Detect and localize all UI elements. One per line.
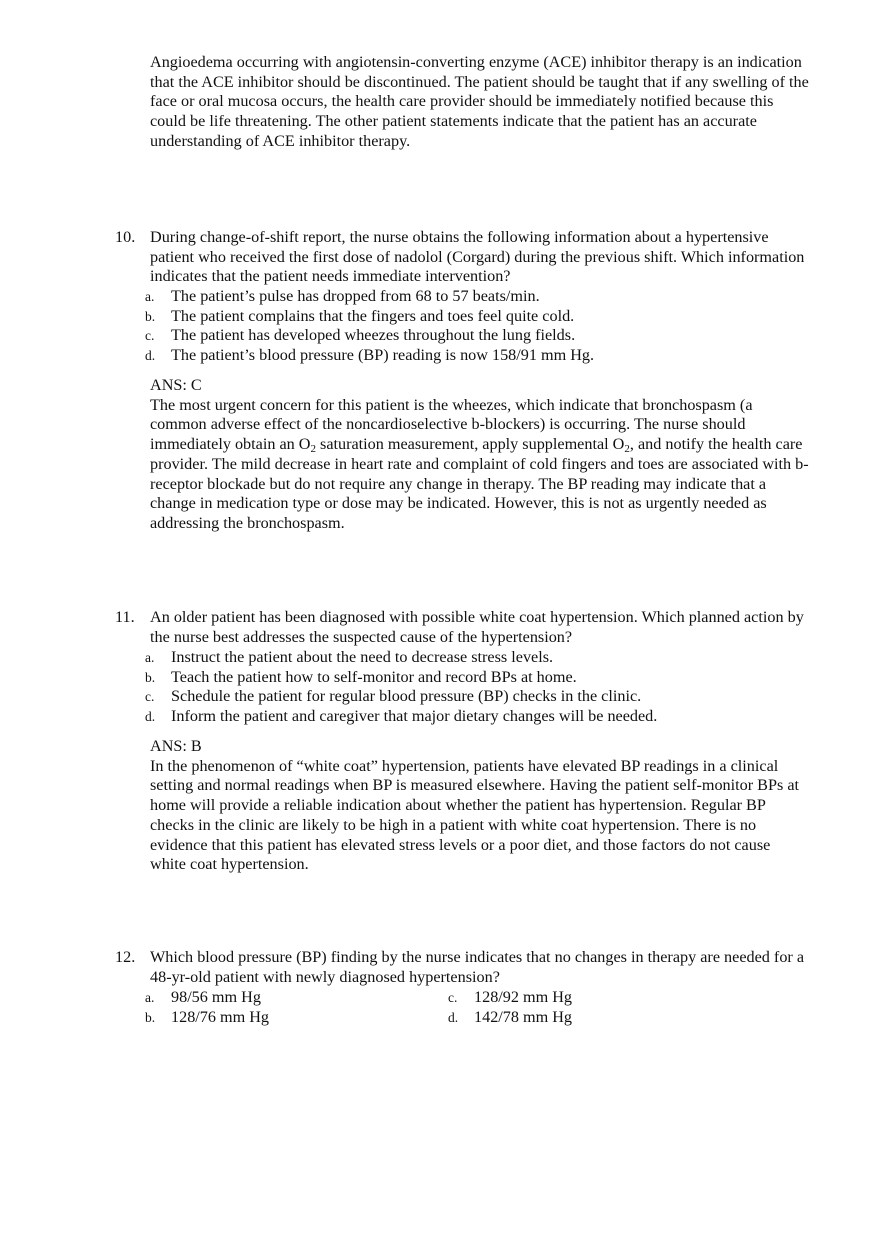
question-10-stem: During change-of-shift report, the nurse obtains the following information about a hypertensive patient who received the first dose of nadolol (Corgard) during the previous shift. Which information indicates that the patient needs immediate intervention? xyxy=(150,228,805,286)
question-11-stem: An older patient has been diagnosed with possible white coat hypertension. Which planned action by the nurse best addresses the suspected cause of the hypertension? xyxy=(150,608,804,646)
question-10-option-c xyxy=(145,326,825,346)
question-11-option-a xyxy=(145,648,825,668)
intro-rationale: Angioedema occurring with angiotensin-converting enzyme (ACE) inhibitor therapy is an indication that the ACE inhibitor should be discontinued. The patient should be taught that if any swelling of the face or oral mucosa occurs, the health care provider should be immediately notified because this could be life threatening. The other patient statements indicate that the patient has an accurate understanding of ACE inhibitor therapy. xyxy=(150,53,809,150)
question-12-option-c xyxy=(448,988,572,1008)
question-10-option-d xyxy=(145,346,825,366)
question-11-answer-block xyxy=(150,737,810,875)
question-11-option-b xyxy=(145,668,825,688)
question-10-option-b xyxy=(145,307,825,327)
option-text: 98/56 mm Hg xyxy=(171,988,261,1006)
question-10 xyxy=(115,228,810,287)
option-letter: c. xyxy=(145,328,155,344)
option-letter: d. xyxy=(145,348,156,364)
question-11 xyxy=(115,608,810,647)
question-11-rationale: In the phenomenon of “white coat” hypertension, patients have elevated BP readings in a clinical setting and normal readings when BP is measured elsewhere. Having the patient self-monitor BPs at home will provide a reliable indication about whether the patient has hypertension. Regular BP checks in the clinic are likely to be high in a patient with white coat hypertension. There is no evidence that this patient has elevated stress levels or a poor diet, and those factors do not cause white coat hypertension. xyxy=(150,756,800,874)
question-12-option-b xyxy=(145,1008,269,1028)
option-letter: b. xyxy=(145,308,156,324)
option-letter: b. xyxy=(145,669,156,685)
question-11-number: 11. xyxy=(115,608,135,626)
intro-rationale-block xyxy=(150,53,810,152)
option-text: Inform the patient and caregiver that major dietary changes will be needed. xyxy=(171,707,658,726)
option-letter: a. xyxy=(145,289,155,304)
question-11-option-c xyxy=(145,687,825,707)
option-letter: a. xyxy=(145,990,155,1005)
option-letter: d. xyxy=(145,709,156,725)
question-12-option-d xyxy=(448,1008,572,1028)
option-text: 142/78 mm Hg xyxy=(474,1007,573,1026)
question-11-answer: ANS: B xyxy=(150,737,202,755)
option-letter: a. xyxy=(145,650,155,665)
option-text: The patient complains that the fingers and toes feel quite cold. xyxy=(171,306,575,325)
option-text: The patient’s blood pressure (BP) reading is now 158/91 mm Hg. xyxy=(171,346,595,365)
question-12-number: 12. xyxy=(115,948,136,966)
option-text: Instruct the patient about the need to decrease stress levels. xyxy=(171,648,554,666)
question-11-options xyxy=(145,648,825,727)
question-10-rationale: The most urgent concern for this patient is the wheezes, which indicate that bronchospasm (a common adverse effect of the noncardioselective b-blockers) is occurring. The nurse should immediately obtain an $O_2$ saturation measurement, apply supplemental $O_2$, and notify the health care provider. The mild decrease in heart rate and complaint of cold fingers and toes are associated with b-receptor blockade but do not require any change in therapy. The BP reading may indicate that a change in medication type or dose may be indicated. However, this is not as urgently needed as addressing the bronchospasm. xyxy=(150,395,809,532)
option-text: The patient’s pulse has dropped from 68 to 57 beats/min. xyxy=(171,287,540,305)
option-text: Schedule the patient for regular blood pressure (BP) checks in the clinic. xyxy=(171,687,642,706)
question-12-stem: Which blood pressure (BP) finding by the nurse indicates that no changes in therapy are needed for a 48-yr-old patient with newly diagnosed hypertension? xyxy=(150,948,805,986)
option-letter: b. xyxy=(145,1009,156,1025)
question-12-option-a xyxy=(145,988,261,1008)
question-10-answer: ANS: C xyxy=(150,376,202,394)
question-10-option-a xyxy=(145,287,825,307)
option-text: The patient has developed wheezes throughout the lung fields. xyxy=(171,326,576,345)
option-letter: c. xyxy=(448,990,458,1005)
option-text: 128/92 mm Hg xyxy=(474,988,573,1006)
option-letter: c. xyxy=(145,689,155,705)
option-letter: d. xyxy=(448,1009,459,1025)
question-12-options xyxy=(145,988,825,1028)
option-text: 128/76 mm Hg xyxy=(171,1007,270,1026)
question-11-option-d xyxy=(145,707,825,727)
option-text: Teach the patient how to self-monitor and record BPs at home. xyxy=(171,667,577,686)
question-12 xyxy=(115,948,810,987)
question-10-options xyxy=(145,287,825,366)
question-10-number: 10. xyxy=(115,228,136,246)
question-10-answer-block xyxy=(150,376,810,534)
